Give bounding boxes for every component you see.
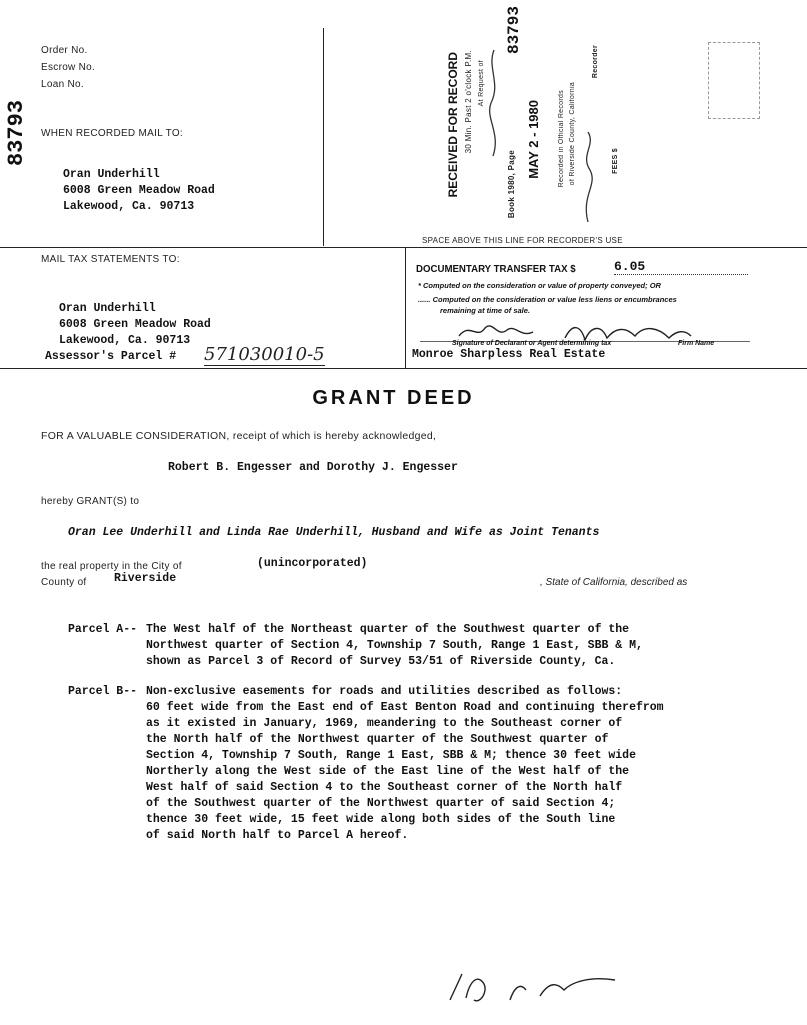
loan-no-label: Loan No. [41,79,84,90]
recorded-name: Oran Underhill [63,168,160,181]
recorder-stamp-county: of Riverside County, California [569,82,576,186]
property-county-value: Riverside [114,572,177,585]
property-state-text: , State of California, described as [540,577,688,588]
parcel-b-line: thence 30 feet wide, 15 feet wide along both sides of the South line [146,813,616,826]
property-city-value: (unincorporated) [257,557,368,570]
page-title: GRANT DEED [312,387,475,409]
parcel-b-line: of the Southwest quarter of the Northwest quarter of said Section 4; [146,797,616,810]
parcel-a-label: Parcel A-- [68,623,138,636]
firm-name-label: Firm Name [678,340,715,347]
parcel-a-line: shown as Parcel 3 of Record of Survey 53/51 of Riverside County, Ca. [146,655,616,668]
transfer-tax-label: DOCUMENTARY TRANSFER TAX $ [416,263,576,275]
parcel-b-line: Section 4, Township 7 South, Range 1 East, SBB & M; thence 30 feet wide [146,749,636,762]
recorder-stamp-number: 83793 [505,6,523,55]
when-recorded-label: WHEN RECORDED MAIL TO: [41,128,183,139]
tax-street: 6008 Green Meadow Road [59,318,211,331]
recorder-stamp-received: RECEIVED FOR RECORD [446,52,460,198]
tax-option-text: Computed on the consideration or value of property conveyed; OR [423,281,661,290]
parcel-b-line: 60 feet wide from the East end of East Benton Road and continuing therefrom [146,701,664,714]
grantees: Oran Lee Underhill and Linda Rae Underhill, Husband and Wife as Joint Tenants [68,526,600,539]
tax-city: Lakewood, Ca. 90713 [59,334,191,347]
tax-name: Oran Underhill [59,302,156,315]
assessor-parcel-label: Assessor's Parcel # [45,350,177,363]
transfer-tax-value: 6.05 [614,259,748,275]
property-city-label: the real property in the City of [41,561,182,572]
parcel-a-line: Northwest quarter of Section 4, Township 7 South, Range 1 East, SBB & M, [146,639,643,652]
parcel-b-label: Parcel B-- [68,685,138,698]
recorder-space-line [0,247,807,248]
tax-option-text: Computed on the consideration or value less liens or encumbrances [432,295,677,304]
tax-option-mark: * [418,281,424,290]
side-document-number: 83793 [4,100,29,167]
recorder-stamp-at-request: At Request of [478,60,485,107]
stamp-box [708,42,760,119]
header-bottom-line [0,368,807,369]
recorder-stamp-date: MAY 2 - 1980 [526,100,541,179]
order-no-label: Order No. [41,45,88,56]
tax-option-computed-less [418,295,677,304]
parcel-a-line: The West half of the Northeast quarter of the Southwest quarter of the [146,623,630,636]
escrow-no-label: Escrow No. [41,62,96,73]
recorder-stamp-book-page: Book 1980, Page [507,150,516,219]
parcel-b-line: West half of said Section 4 to the Southeast corner of the North half [146,781,623,794]
bottom-initials [440,960,630,1020]
header-divider [323,28,324,246]
recorder-stamp-time: 30 Min. Past 2 o'clock P.M. [464,50,473,154]
grantors: Robert B. Engesser and Dorothy J. Engesser [168,461,458,474]
consideration-text: FOR A VALUABLE CONSIDERATION, receipt of which is hereby acknowledged, [41,430,437,442]
parcel-b-line: Northerly along the West side of the East line of the West half of the [146,765,630,778]
parcel-b-line: Non-exclusive easements for roads and utilities described as follows: [146,685,623,698]
recorder-stamp-fees: FEES $ [612,148,619,174]
recorder-signature-mark [485,48,503,158]
tax-option-computed-full [418,281,661,290]
signature-caption: Signature of Declarant or Agent determining tax [452,340,612,347]
firm-name: Monroe Sharpless Real Estate [412,348,606,361]
assessor-parcel-value: 571030010-5 [204,344,325,365]
recorded-city: Lakewood, Ca. 90713 [63,200,195,213]
mail-tax-label: MAIL TAX STATEMENTS TO: [41,254,180,265]
recorder-stamp-recorder: Recorder [592,45,599,79]
parcel-b-line: of said North half to Parcel A hereof. [146,829,409,842]
property-county-label: County of [41,577,87,588]
tax-option-blank: ...... [418,295,433,304]
grants-to-text: hereby GRANT(S) to [41,496,140,507]
recorder-stamp-recorded-in: Recorded in Official Records [558,90,565,188]
parcel-b-line: the North half of the Northwest quarter of the Southwest quarter of [146,733,609,746]
parcel-b-line: as it existed in January, 1969, meandering to the Southeast corner of [146,717,623,730]
space-above-notice: SPACE ABOVE THIS LINE FOR RECORDER'S USE [422,236,623,245]
tax-divider [405,248,406,368]
recorded-street: 6008 Green Meadow Road [63,184,215,197]
tax-option-remaining: remaining at time of sale. [440,306,531,315]
recorder-deputy-signature [578,130,598,225]
